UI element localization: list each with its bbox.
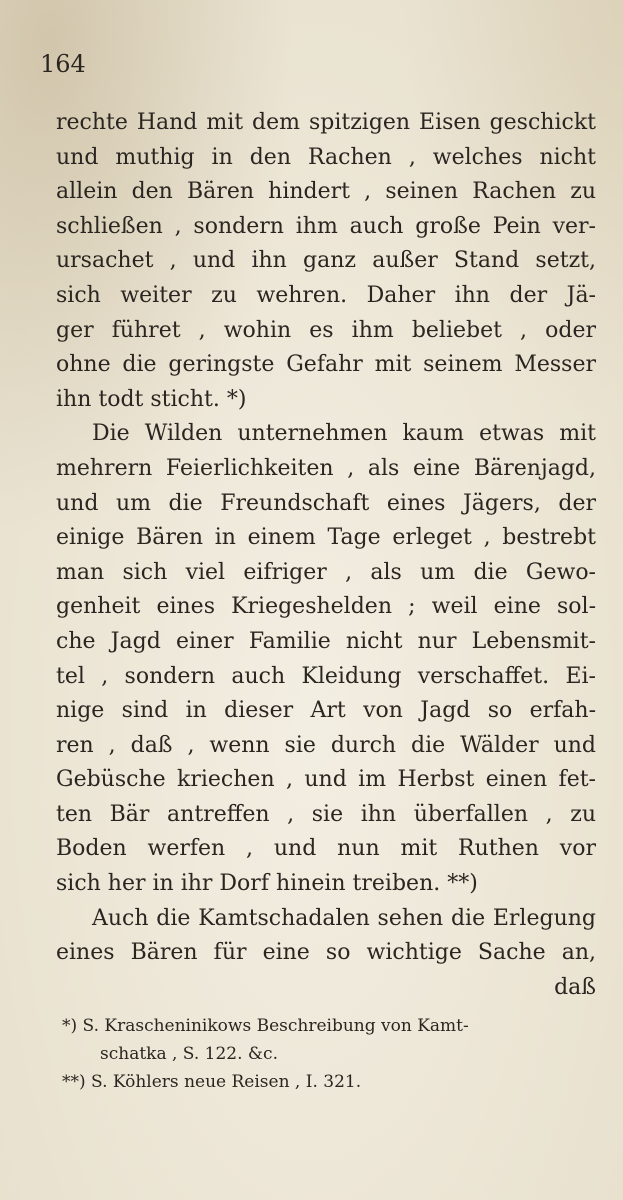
text-line: nige sind in dieser Art von Jagd so erfah-	[56, 698, 596, 724]
footnote: *) S. Krascheninikows Beschreibung von Kamt-	[62, 1016, 469, 1036]
text-line: genheit eines Kriegeshelden ; weil eine sol-	[56, 594, 596, 620]
text-line: eines Bären für eine so wichtige Sache an,	[56, 940, 596, 966]
text-line: mehrern Feierlichkeiten , als eine Bärenjagd,	[56, 455, 596, 481]
text-line: Die Wilden unternehmen kaum etwas mit	[92, 421, 596, 447]
text-line: ursachet , und ihn ganz außer Stand setzt,	[56, 248, 596, 274]
text-line: rechte Hand mit dem spitzigen Eisen geschickt	[56, 110, 596, 135]
text-line: Auch die Kamtschadalen sehen die Erlegung	[92, 905, 596, 931]
text-line: ten Bär antreffen , sie ihn überfallen , zu	[56, 801, 596, 827]
footnotes	[62, 1012, 592, 1096]
text-line: Boden werfen , und nun mit Ruthen vor	[56, 836, 596, 862]
text-line: allein den Bären hindert , seinen Rachen zu	[56, 179, 596, 205]
footnote: **) S. Köhlers neue Reisen , I. 321.	[62, 1072, 362, 1092]
page-number: 164	[40, 50, 86, 78]
text-line: ren , daß , wenn sie durch die Wälder und	[56, 732, 596, 758]
text-line: man sich viel eifriger , als um die Gewo-	[56, 559, 596, 585]
text-line: che Jagd einer Familie nicht nur Lebensmit-	[56, 628, 596, 654]
footnote-continuation: schatka , S. 122. &c.	[100, 1044, 278, 1064]
text-line: Gebüsche kriechen , und im Herbst einen fet-	[56, 767, 596, 793]
text-line: ohne die geringste Gefahr mit seinem Messer	[56, 352, 596, 378]
text-line: und um die Freundschaft eines Jägers, der	[56, 490, 596, 516]
body-text	[56, 106, 596, 1005]
text-line: sich weiter zu wehren. Daher ihn der Jä-	[56, 282, 596, 308]
catchword: daß	[554, 974, 596, 1000]
text-line: schließen , sondern ihm auch große Pein ver-	[56, 213, 596, 239]
text-line: und muthig in den Rachen , welches nicht	[56, 144, 596, 170]
text-line: ger führet , wohin es ihm beliebet , oder	[56, 317, 596, 343]
text-line: ihn todt sticht. *)	[56, 386, 247, 412]
text-line: sich her in ihr Dorf hinein treiben. **)	[56, 871, 478, 897]
text-line: tel , sondern auch Kleidung verschaffet. Ei-	[56, 663, 596, 689]
text-line: einige Bären in einem Tage erleget , bestrebt	[56, 525, 596, 551]
